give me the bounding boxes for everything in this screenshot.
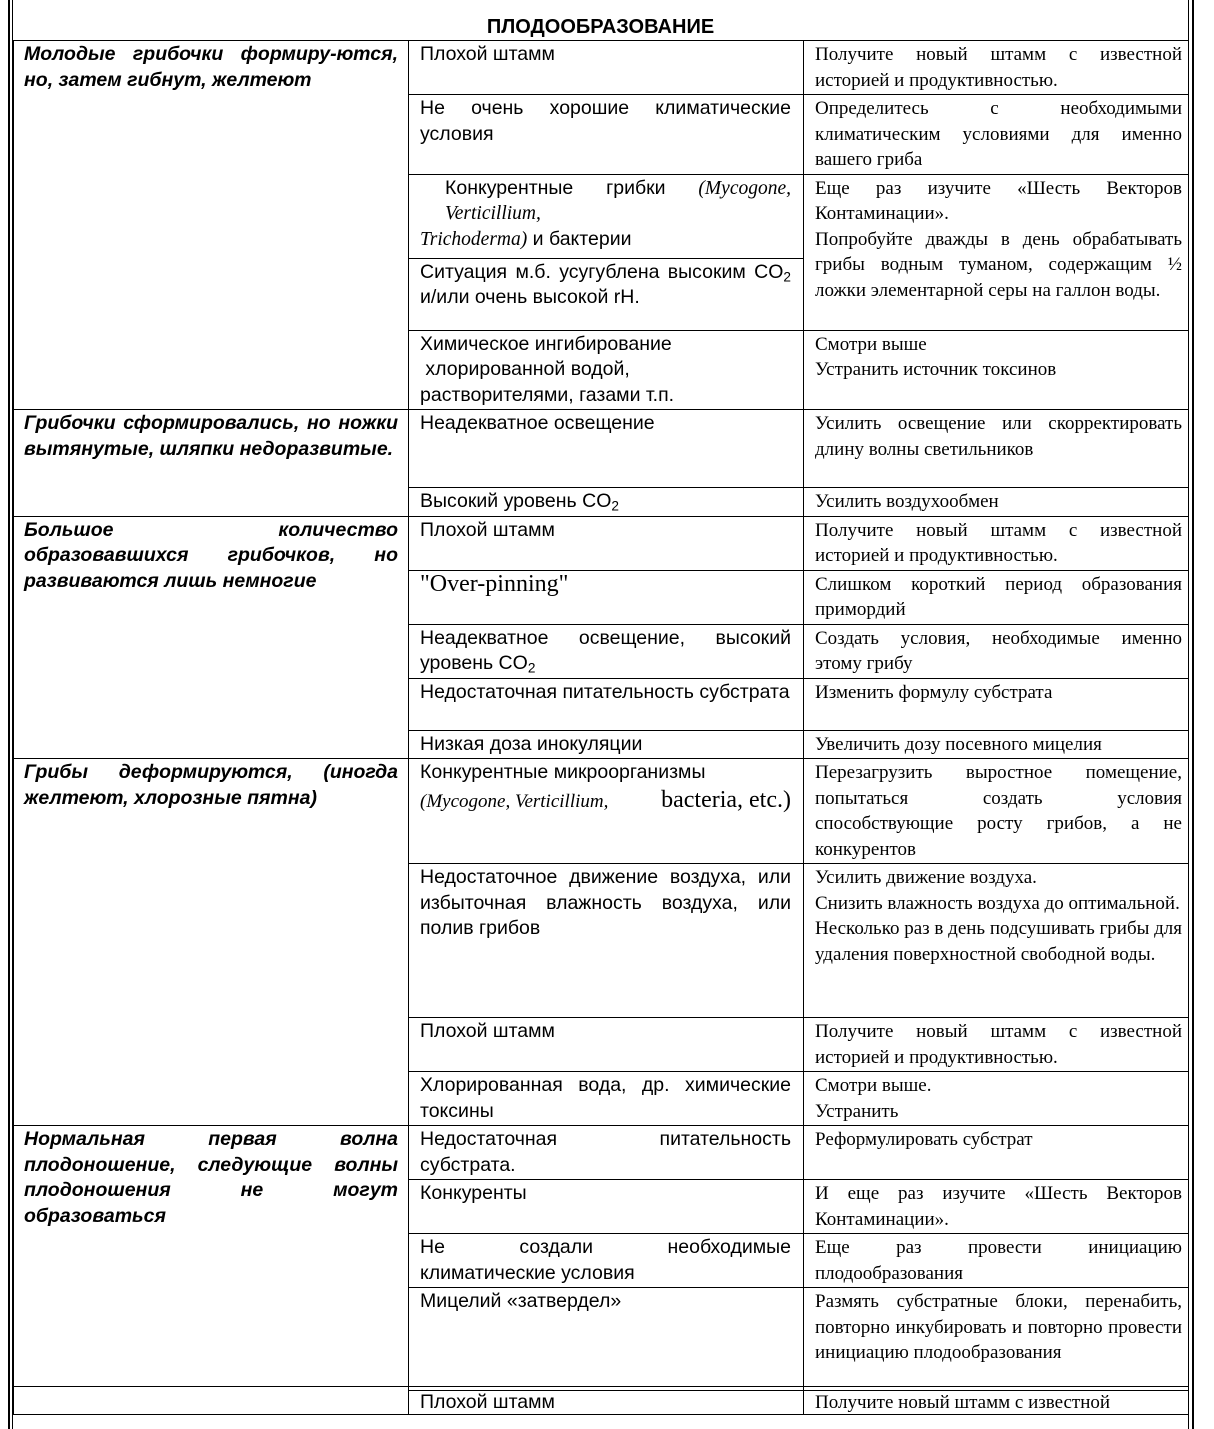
solution-cell: Усилить воздухообмен — [804, 488, 1189, 517]
cause-cell: Конкурентные грибки (Mycogone, Verticillium, Trichoderma) и бактерии — [409, 174, 804, 258]
cause-cell: Плохой штамм — [409, 1391, 804, 1415]
troubleshooting-table — [13, 40, 1189, 1415]
table-row — [14, 410, 1189, 488]
cause-cell: Недостаточная питательность субстрата. — [409, 1126, 804, 1180]
solution-cell: Еще раз провести инициацию плодообразования — [804, 1234, 1189, 1288]
page-title: ПЛОДООБРАЗОВАНИЕ — [486, 16, 715, 38]
solution-cell: Получите новый штамм с известной историей и продуктивностью. — [804, 41, 1189, 95]
cause-cell: Не создали необходимые климатические условия — [409, 1234, 804, 1288]
cause-cell: Не очень хорошие климатические условия — [409, 95, 804, 175]
cause-cell: Химическое ингибирование хлорированной водой, растворителями, газами т.п. — [409, 330, 804, 410]
solution-cell: Слишком короткий период образования примордий — [804, 570, 1189, 624]
table-row — [14, 759, 1189, 864]
solution-cell: Усилить движение воздуха. Снизить влажность воздуха до оптимальной. Несколько раз в день подсушивать грибы для удаления поверхностной свободной воды. — [804, 864, 1189, 1018]
cause-cell: Конкурентные микроорганизмы (Mycogone, Verticillium, bacteria, etc.) — [409, 759, 804, 864]
symptom-cell: Грибы деформируются, (иногда желтеют, хлорозные пятна) — [14, 759, 409, 1126]
cause-cell: Плохой штамм — [409, 516, 804, 570]
solution-cell: Размять субстратные блоки, перенабить, повторно инкубировать и повторно провести инициацию плодообразования — [804, 1288, 1189, 1391]
cause-cell: Плохой штамм — [409, 1018, 804, 1072]
cause-cell: "Over-pinning" — [409, 570, 804, 624]
solution-cell: Увеличить дозу посевного мицелия — [804, 730, 1189, 759]
cause-cell: Хлорированная вода, др. химические токсины — [409, 1072, 804, 1126]
cause-cell: Недостаточное движение воздуха, или избыточная влажность воздуха, или полив грибов — [409, 864, 804, 1018]
table-row — [14, 516, 1189, 570]
cause-cell: Неадекватное освещение — [409, 410, 804, 488]
solution-cell: И еще раз изучите «Шесть Векторов Контаминации». — [804, 1180, 1189, 1234]
solution-cell: Усилить освещение или скорректировать длину волны светильников — [804, 410, 1189, 488]
cause-cell: Высокий уровень $CO_2$ — [409, 488, 804, 517]
solution-cell: Получите новый штамм с известной — [804, 1391, 1189, 1415]
symptom-cell: Большое количество образовавшихся грибочков, но развиваются лишь немногие — [14, 516, 409, 759]
table-row — [14, 1126, 1189, 1180]
symptom-cell: Молодые грибочки формиру-ются, но, затем гибнут, желтеют — [14, 41, 409, 410]
cause-cell: Низкая доза инокуляции — [409, 730, 804, 759]
symptom-cell: Нормальная первая волна плодоношение, следующие волны плодоношения не могут образоваться — [14, 1126, 409, 1415]
solution-cell: Перезагрузить выростное помещение, попытаться создать условия способствующие росту грибов, а не конкурентов — [804, 759, 1189, 864]
cause-cell: Ситуация м.б. усугублена высоким $CO_2$ и/или очень высокой rH. — [409, 258, 804, 330]
cause-cell: Конкуренты — [409, 1180, 804, 1234]
solution-cell: Смотри выше. Устранить — [804, 1072, 1189, 1126]
cause-cell: Неадекватное освещение, высокий уровень $CO_2$ — [409, 624, 804, 678]
solution-cell: Определитесь с необходимыми климатическим условиями для именно вашего гриба — [804, 95, 1189, 175]
solution-cell: Еще раз изучите «Шесть Векторов Контаминации». Попробуйте дважды в день обрабатывать грибы водным туманом, содержащим ½ ложки элементарной серы на галлон воды. — [804, 174, 1189, 330]
solution-cell: Получите новый штамм с известной историей и продуктивностью. — [804, 516, 1189, 570]
table-bottom-border — [13, 1386, 1188, 1387]
table-row — [14, 41, 1189, 95]
solution-cell: Реформулировать субстрат — [804, 1126, 1189, 1180]
cause-line: Конкурентные грибки (Mycogone, Verticillium, — [445, 176, 791, 224]
cause-cell: Недостаточная питательность субстрата — [409, 678, 804, 730]
solution-cell: Создать условия, необходимые именно этому грибу — [804, 624, 1189, 678]
solution-cell: Изменить формулу субстрата — [804, 678, 1189, 730]
cause-cell: Плохой штамм — [409, 41, 804, 95]
solution-cell: Получите новый штамм с известной историей и продуктивностью. — [804, 1018, 1189, 1072]
solution-cell: Смотри выше Устранить источник токсинов — [804, 330, 1189, 410]
cause-cell: Мицелий «затвердел» — [409, 1288, 804, 1391]
symptom-cell: Грибочки сформировались, но ножки вытянутые, шляпки недоразвитые. — [14, 410, 409, 517]
